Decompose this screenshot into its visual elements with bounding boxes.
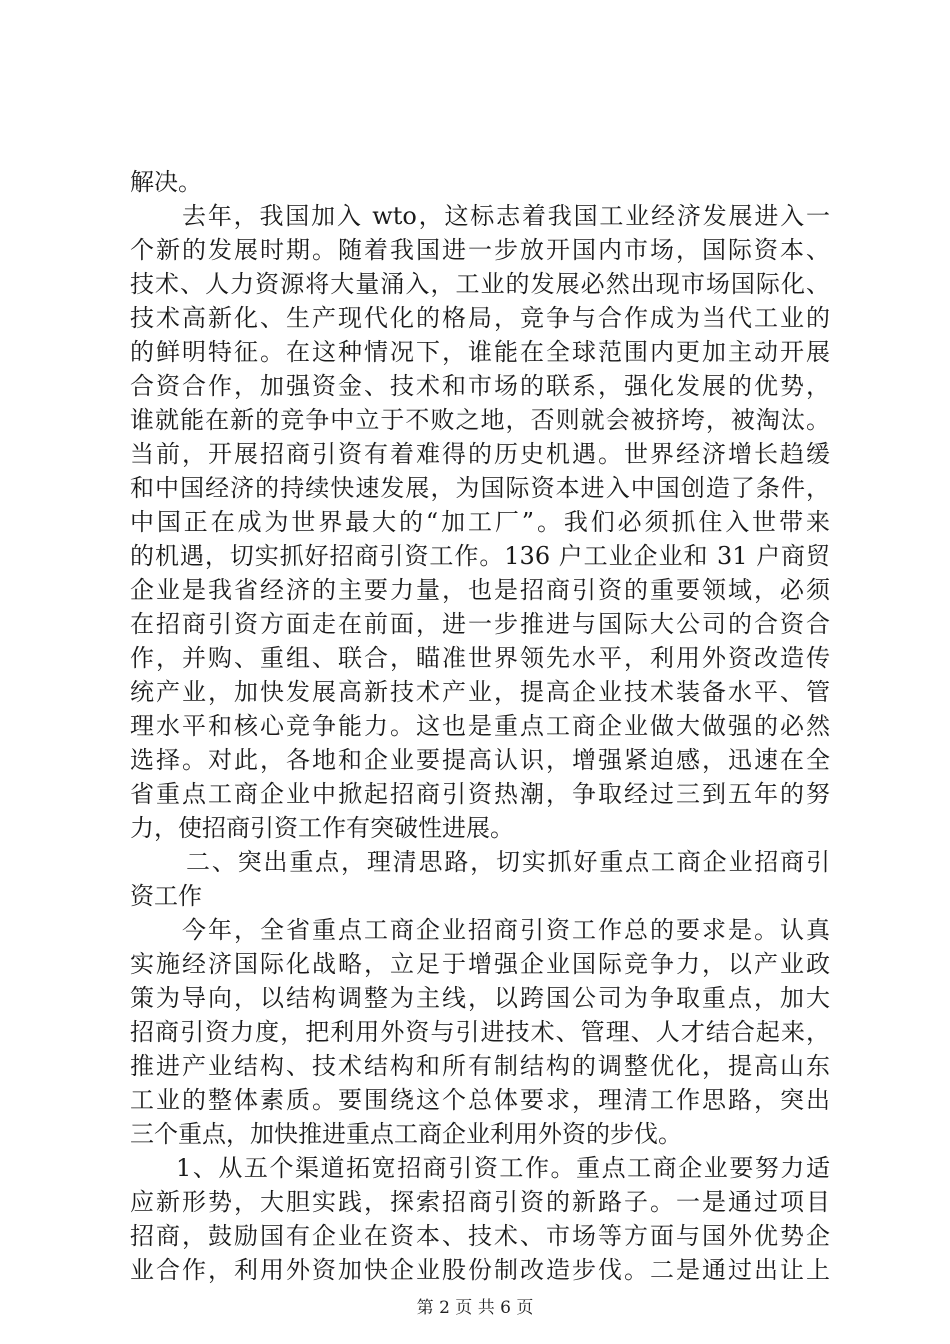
- page-number-label: 第 2 页 共 6 页: [416, 1298, 534, 1318]
- text-line: 合资合作，加强资金、技术和市场的联系，强化发展的优势，: [130, 372, 830, 400]
- text-line: 技术、人力资源将大量涌入，工业的发展必然出现市场国际化、: [130, 270, 830, 298]
- paragraph-first-line: 1、从五个渠道拓宽招商引资工作。重点工商企业要努力适: [176, 1154, 830, 1182]
- text-line: 招商，鼓励国有企业在资本、技术、市场等方面与国外优势企: [130, 1222, 830, 1250]
- text-line: 力，使招商引资工作有突破性进展。: [130, 814, 514, 842]
- text-line: 策为导向，以结构调整为主线，以跨国公司为争取重点，加大: [130, 984, 830, 1012]
- text-line: 省重点工商企业中掀起招商引资热潮，争取经过三到五年的努: [130, 780, 830, 808]
- section-heading-continuation: 资工作: [130, 882, 202, 910]
- text-line: 技术高新化、生产现代化的格局，竞争与合作成为当代工业的: [130, 304, 830, 332]
- text-line: 招商引资力度，把利用外资与引进技术、管理、人才结合起来，: [130, 1018, 830, 1046]
- text-line: 解决。: [130, 168, 202, 196]
- document-body: [130, 165, 830, 1287]
- text-line: 实施经济国际化战略，立足于增强企业国际竞争力，以产业政: [130, 950, 830, 978]
- text-line: 统产业，加快发展高新技术产业，提高企业技术装备水平、管: [130, 678, 830, 706]
- paragraph-first-line: 去年，我国加入 wto，这标志着我国工业经济发展进入一: [182, 202, 830, 230]
- text-line: 选择。对此，各地和企业要提高认识，增强紧迫感，迅速在全: [130, 746, 830, 774]
- page-footer: [0, 1298, 950, 1318]
- text-line: 的机遇，切实抓好招商引资工作。136 户工业企业和 31 户商贸: [130, 542, 830, 570]
- text-line: 的鲜明特征。在这种情况下，谁能在全球范围内更加主动开展: [130, 338, 830, 366]
- text-line: 在招商引资方面走在前面，进一步推进与国际大公司的合资合: [130, 610, 830, 638]
- text-line: 应新形势，大胆实践，探索招商引资的新路子。一是通过项目: [130, 1188, 830, 1216]
- text-line: 和中国经济的持续快速发展，为国际资本进入中国创造了条件，: [130, 474, 830, 502]
- text-line: 工业的整体素质。要围绕这个总体要求，理清工作思路，突出: [130, 1086, 830, 1114]
- text-line: 谁就能在新的竞争中立于不败之地，否则就会被挤垮，被淘汰。: [130, 406, 830, 434]
- text-line: 个新的发展时期。随着我国进一步放开国内市场，国际资本、: [130, 236, 830, 264]
- paragraph-first-line: 今年，全省重点工商企业招商引资工作总的要求是。认真: [182, 916, 830, 944]
- text-line: 企业是我省经济的主要力量，也是招商引资的重要领域，必须: [130, 576, 830, 604]
- text-line: 当前，开展招商引资有着难得的历史机遇。世界经济增长趋缓: [130, 440, 830, 468]
- text-line: 推进产业结构、技术结构和所有制结构的调整优化，提高山东: [130, 1052, 830, 1080]
- section-heading: 二、突出重点，理清思路，切实抓好重点工商企业招商引: [186, 848, 830, 876]
- text-line: 中国正在成为世界最大的“加工厂”。我们必须抓住入世带来: [130, 508, 830, 536]
- text-line: 三个重点，加快推进重点工商企业利用外资的步伐。: [130, 1120, 682, 1148]
- text-line: 业合作，利用外资加快企业股份制改造步伐。二是通过出让上: [130, 1256, 830, 1284]
- text-line: 理水平和核心竞争能力。这也是重点工商企业做大做强的必然: [130, 712, 830, 740]
- text-line: 作，并购、重组、联合，瞄准世界领先水平，利用外资改造传: [130, 644, 830, 672]
